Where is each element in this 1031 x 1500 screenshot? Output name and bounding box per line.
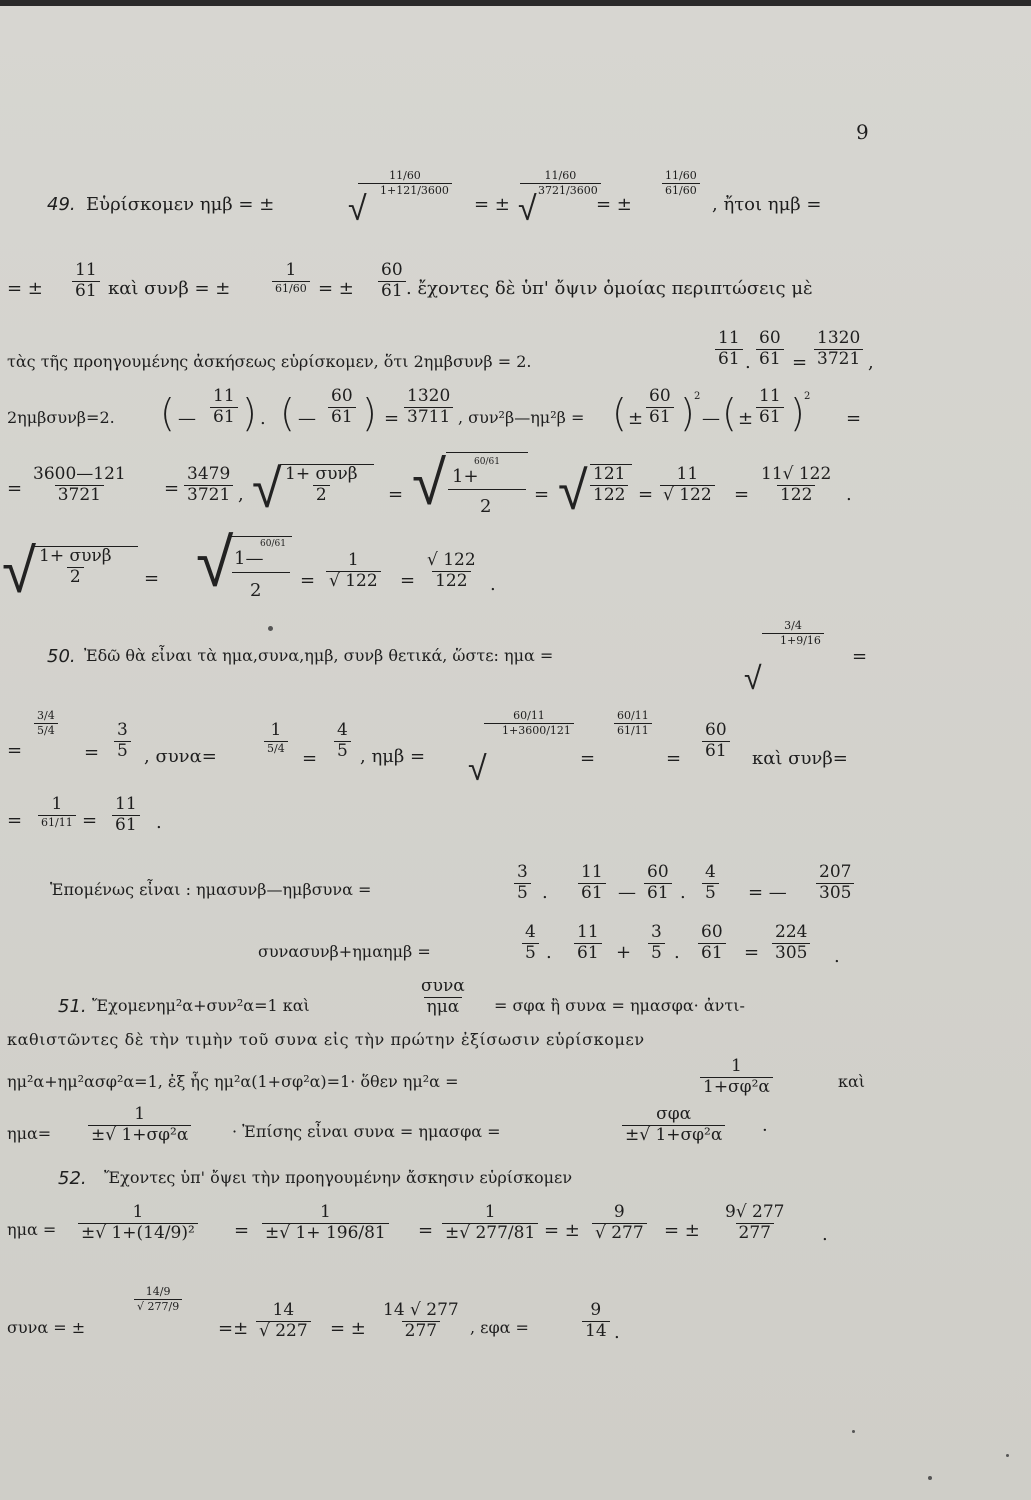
dot: . [260, 408, 266, 429]
fraction-numerator: 9√ 277 [725, 1202, 785, 1222]
fraction-denominator: √ 122 [326, 571, 381, 591]
fraction [418, 978, 468, 1017]
fraction-numerator: 3 [117, 720, 128, 740]
fraction-denominator: ημα [424, 997, 463, 1017]
compound-fraction [34, 710, 58, 736]
fraction-numerator: 60 [331, 386, 353, 406]
left-paren: ( [612, 391, 627, 435]
equals: = [666, 748, 682, 769]
fraction-numerator: 3479 [187, 464, 231, 484]
text: · Ἐπίσης εἶναι συνα = ημασφα = [232, 1122, 501, 1141]
fraction-numerator: 9 [613, 1202, 625, 1222]
fraction [328, 388, 356, 427]
equals: = [144, 568, 160, 589]
fraction-numerator: 11 [577, 922, 599, 942]
fraction [702, 864, 719, 903]
fraction-bar [448, 489, 526, 490]
fraction-denominator: 61 [702, 741, 730, 761]
fraction-numerator: 60 [649, 386, 671, 406]
minus: — [618, 882, 636, 903]
plus-minus: ± [738, 408, 754, 429]
fraction [522, 924, 539, 963]
fraction-denominator: 61/11 [614, 723, 652, 737]
fraction-numerator: 11 [115, 794, 137, 814]
left-paren: ( [280, 391, 295, 435]
fraction-numerator: 3/4 [37, 709, 55, 722]
fraction-numerator: 60/11 [513, 709, 545, 722]
text: καὶ συνβ = ± [108, 278, 231, 299]
fraction-denominator: √ 277/9 [134, 1299, 182, 1313]
equals: = [234, 1220, 250, 1241]
fraction-numerator: 1+ συνβ [285, 464, 358, 484]
radical-sign: √ [744, 659, 762, 697]
right-paren: ) [680, 391, 695, 435]
equals: = — [748, 882, 787, 903]
fraction-denominator: 3721 [184, 485, 233, 505]
equals: = ± [544, 1220, 580, 1241]
fraction-numerator: 1 [319, 1202, 331, 1222]
equals: = ± [664, 1220, 700, 1241]
fraction-denominator: 61 [644, 883, 672, 903]
fraction-denominator: 122 [432, 571, 470, 591]
fraction [578, 864, 606, 903]
small-fraction: 60/61 [474, 457, 500, 467]
fraction-numerator: 60 [647, 862, 669, 882]
compound-fraction [662, 170, 700, 196]
right-paren: ) [790, 391, 805, 435]
fraction-denominator: ±√ 277/81 [442, 1223, 538, 1243]
text: Ἐδῶ θὰ εἶναι τὰ ημα,συνα,ημβ, συνβ θετικά, ὥστε: ημα = [84, 646, 554, 665]
sqrt-fraction [358, 170, 452, 196]
fraction-numerator: 60 [759, 328, 781, 348]
equals: = ± [596, 194, 632, 215]
small-fraction: 60/61 [260, 539, 286, 549]
exercise-number: 50. [47, 646, 76, 667]
text: . ἔχοντες δὲ ὑπ' ὄψιν ὁμοίας περιπτώσεις μὲ [406, 278, 813, 299]
compound-fraction [272, 262, 310, 294]
fraction [582, 1302, 610, 1341]
equals: = ± [330, 1318, 366, 1339]
fraction-denominator: ±√ 1+σφ²α [88, 1125, 191, 1145]
fraction-denominator: 61 [698, 943, 726, 963]
fraction-denominator: 61 [378, 281, 406, 301]
text: τὰς τῆς προηγουμένης ἀσκήσεως εὑρίσκομεν, ὅτι 2ημβσυνβ = 2. [7, 352, 532, 371]
left-paren: ( [160, 391, 175, 435]
compound-fraction [264, 722, 288, 754]
fraction-numerator: 14/9 [145, 1285, 171, 1298]
period: . [156, 812, 162, 833]
fraction-denominator: 2 [313, 485, 330, 505]
fraction-numerator: 121 [593, 464, 626, 484]
equals: = ± [318, 278, 354, 299]
fraction-numerator: 11/60 [665, 169, 697, 182]
text: , εφα = [470, 1318, 529, 1337]
fraction [814, 330, 863, 369]
text: καὶ [838, 1072, 866, 1091]
radical-bar [34, 546, 138, 547]
fraction-denominator: 61 [210, 407, 238, 427]
text: συνα = ± [7, 1318, 86, 1337]
fraction-numerator: 1 [731, 1056, 742, 1076]
fraction-numerator: 14 √ 277 [383, 1300, 459, 1320]
radical-bar [230, 536, 292, 537]
fraction-numerator: 60 [705, 720, 727, 740]
fraction-denominator: 277 [402, 1321, 440, 1341]
equals: = [84, 742, 100, 763]
fraction [648, 924, 665, 963]
fraction-denominator: 122 [590, 485, 628, 505]
equals: =± [218, 1318, 249, 1339]
fraction-denominator: 5 [702, 883, 719, 903]
fraction-denominator: √ 227 [256, 1321, 311, 1341]
denominator: 2 [250, 580, 262, 601]
equals: = [852, 646, 868, 667]
fraction-denominator: 61 [328, 407, 356, 427]
radical-bar [280, 464, 374, 465]
fraction [758, 466, 834, 505]
equals: = [734, 484, 750, 505]
fraction-numerator: σφα [656, 1104, 692, 1124]
text: , συν²β—ημ²β = [458, 408, 585, 427]
period: . [846, 484, 852, 505]
scan-speck [852, 1430, 855, 1433]
fraction-denominator: 3711 [404, 407, 453, 427]
fraction [380, 1302, 462, 1341]
fraction-denominator: 61/60 [662, 183, 700, 197]
fraction [698, 924, 726, 963]
fraction-numerator: √ 122 [427, 550, 476, 570]
equals: = [580, 748, 596, 769]
equals: = [302, 748, 318, 769]
compound-fraction [134, 1286, 182, 1312]
period: . [822, 1224, 828, 1245]
fraction-denominator: 61 [578, 883, 606, 903]
period: . [834, 946, 840, 967]
dot: . [546, 942, 552, 963]
fraction-numerator: 11/60 [544, 169, 577, 182]
fraction [816, 864, 854, 903]
scan-speck [928, 1476, 932, 1480]
fraction-denominator: 1+121/3600 [358, 183, 452, 197]
fraction-numerator: συνα [421, 976, 465, 996]
fraction-numerator: 1 [347, 550, 359, 570]
scan-speck [268, 626, 273, 631]
fraction [88, 1106, 191, 1145]
fraction [514, 864, 531, 903]
text: , συνα= [144, 746, 217, 767]
dot: . [674, 942, 680, 963]
period: . [614, 1322, 620, 1343]
fraction-numerator: 1 [132, 1202, 144, 1222]
fraction-numerator: 1 [285, 260, 297, 280]
fraction [592, 1204, 647, 1243]
fraction-denominator: ±√ 1+ 196/81 [262, 1223, 389, 1243]
equals: = [400, 570, 416, 591]
fraction-denominator: 61/60 [272, 281, 310, 295]
fraction-denominator: ±√ 1+σφ²α [622, 1125, 725, 1145]
fraction-denominator: 5/4 [34, 723, 58, 737]
text: Ἑπομένως εἶναι : ημασυνβ—ημβσυνα = [50, 880, 372, 899]
fraction-numerator: 3 [651, 922, 662, 942]
comma: , [238, 484, 244, 505]
fraction-denominator: 3721 [814, 349, 863, 369]
fraction [622, 1106, 725, 1145]
sqrt-fraction [282, 466, 361, 505]
fraction [256, 1302, 311, 1341]
plus: + [616, 942, 632, 963]
fraction [326, 552, 381, 591]
fraction-numerator: 11 [75, 260, 97, 280]
fraction [334, 722, 351, 761]
text: καθιστῶντες δὲ τὴν τιμὴν τοῦ συνα εἰς τὴν πρώτην ἐξίσωσιν εὑρίσκομεν [7, 1030, 645, 1049]
text: 1— [234, 548, 264, 569]
equals: = [534, 484, 550, 505]
fraction [715, 330, 743, 369]
fraction-denominator: 5 [514, 883, 531, 903]
equals: = [384, 408, 400, 429]
text: ημα= [7, 1124, 52, 1143]
fraction [378, 262, 406, 301]
text: = σφα ἢ συνα = ημασφα· ἀντι- [494, 996, 745, 1015]
sqrt-fraction [590, 466, 628, 505]
fraction-numerator: 1 [51, 794, 63, 814]
fraction [442, 1204, 538, 1243]
fraction [646, 388, 674, 427]
text: Ἔχομενημ²α+συν²α=1 καὶ [92, 996, 310, 1015]
fraction [424, 552, 479, 591]
fraction-denominator: 61 [112, 815, 140, 835]
exponent: 2 [804, 391, 811, 402]
fraction-denominator: 5 [522, 943, 539, 963]
dot: . [745, 352, 751, 373]
fraction-denominator: 3721/3600 [520, 183, 601, 197]
equals: = [846, 408, 862, 429]
fraction [756, 330, 784, 369]
equals: = [388, 484, 404, 505]
fraction-numerator: 60/11 [617, 709, 649, 722]
fraction-denominator: 61 [72, 281, 100, 301]
period: . [490, 574, 496, 595]
exponent: 2 [694, 391, 701, 402]
compound-fraction [38, 796, 76, 828]
fraction-numerator: 1+ συνβ [39, 546, 112, 566]
fraction [184, 466, 233, 505]
text: 2ημβσυνβ=2. [7, 408, 115, 427]
fraction-denominator: 3721 [55, 485, 104, 505]
fraction [574, 924, 602, 963]
fraction [262, 1204, 389, 1243]
fraction-numerator: 3 [517, 862, 528, 882]
text: 1+ [452, 466, 479, 487]
fraction-numerator: 60 [701, 922, 723, 942]
fraction [644, 864, 672, 903]
radical-sign: √ [468, 749, 487, 789]
sqrt-fraction [762, 620, 824, 646]
radical-sign: √ [558, 459, 588, 522]
fraction-denominator: 1+σφ²α [700, 1077, 773, 1097]
fraction-numerator: 11 [213, 386, 235, 406]
fraction-numerator: 1 [270, 720, 282, 740]
equals: = ± [7, 278, 43, 299]
exercise-number: 52. [58, 1168, 87, 1189]
sqrt-fraction [36, 548, 115, 587]
exercise-number: 51. [58, 996, 87, 1017]
equals: = [82, 810, 98, 831]
equals: = [7, 740, 23, 761]
plus-minus: ± [628, 408, 644, 429]
fraction-denominator: 5 [648, 943, 665, 963]
fraction-denominator: 5/4 [264, 741, 288, 755]
fraction-bar [232, 572, 290, 573]
dot: · [762, 1120, 768, 1141]
fraction-numerator: 11 [718, 328, 740, 348]
fraction-numerator: 1320 [407, 386, 451, 406]
fraction-numerator: 1320 [817, 328, 861, 348]
fraction-denominator: 14 [582, 1321, 610, 1341]
text: , ημβ = [360, 746, 426, 767]
equals: = [7, 478, 23, 499]
book-page [0, 6, 1031, 1500]
fraction-numerator: 9 [590, 1300, 602, 1320]
fraction-denominator: 5 [114, 741, 131, 761]
equals: = [418, 1220, 434, 1241]
exercise-number: 49. [47, 194, 76, 215]
fraction [210, 388, 238, 427]
fraction-denominator: 61 [756, 407, 784, 427]
fraction-numerator: 3600—121 [33, 464, 126, 484]
equals: = [300, 570, 316, 591]
fraction [114, 722, 131, 761]
radical-sign: √ [252, 457, 282, 520]
fraction-denominator: √ 277 [592, 1223, 647, 1243]
equals: = ± [474, 194, 510, 215]
fraction [72, 262, 100, 301]
fraction-denominator: 61 [574, 943, 602, 963]
fraction-numerator: 207 [819, 862, 852, 882]
fraction-numerator: 11 [676, 464, 699, 484]
equals: = [792, 352, 808, 373]
minus: — [298, 408, 316, 429]
dot: . [542, 882, 548, 903]
fraction-denominator: 61 [756, 349, 784, 369]
text: συνασυνβ+ημαημβ = [258, 942, 431, 961]
fraction-denominator: √ 122 [660, 485, 715, 505]
fraction-numerator: 11 [759, 386, 781, 406]
equals: = [744, 942, 760, 963]
compound-fraction [614, 710, 652, 736]
fraction-denominator: 122 [777, 485, 815, 505]
equals: = [638, 484, 654, 505]
fraction-denominator: 1+3600/121 [484, 723, 574, 737]
sqrt-fraction [484, 710, 574, 736]
fraction-numerator: 1 [484, 1202, 496, 1222]
fraction-numerator: 3/4 [784, 619, 802, 632]
fraction-denominator: 305 [772, 943, 810, 963]
fraction-denominator: 277 [736, 1223, 774, 1243]
fraction-denominator: 61 [646, 407, 674, 427]
radical-sign: √ [2, 534, 37, 607]
text: ημ²α+ημ²ασφ²α=1, ἐξ ἧς ημ²α(1+σφ²α)=1· ὅθεν ημ²α = [7, 1072, 459, 1091]
fraction-numerator: 1 [134, 1104, 146, 1124]
radical-sign: √ [412, 446, 447, 519]
fraction [404, 388, 453, 427]
equals: = [164, 478, 180, 499]
right-paren: ) [362, 391, 377, 435]
fraction-numerator: 4 [337, 720, 348, 740]
fraction-denominator: 2 [67, 567, 84, 587]
text: καὶ συνβ= [752, 748, 848, 769]
fraction [772, 924, 810, 963]
fraction-numerator: 224 [775, 922, 808, 942]
right-paren: ) [242, 391, 257, 435]
text: Ἔχοντες ὑπ' ὄψει τὴν προηγουμένην ἄσκησιν εὑρίσκομεν [104, 1168, 573, 1187]
radical-bar [590, 464, 632, 465]
fraction-numerator: 4 [705, 862, 716, 882]
scan-speck [1006, 1454, 1009, 1457]
radical-bar [446, 452, 528, 453]
fraction-denominator: 61/11 [38, 815, 76, 829]
radical-sign: √ [348, 189, 367, 229]
fraction-numerator: 14 [272, 1300, 295, 1320]
fraction-numerator: 4 [525, 922, 536, 942]
fraction [702, 722, 730, 761]
fraction-numerator: 11√ 122 [761, 464, 832, 484]
fraction [30, 466, 129, 505]
left-paren: ( [722, 391, 737, 435]
denominator: 2 [480, 496, 492, 517]
text: , ἤτοι ημβ = [712, 194, 822, 215]
minus: — [702, 408, 720, 429]
minus: — [178, 408, 196, 429]
comma: , [868, 352, 874, 373]
fraction [112, 796, 140, 835]
fraction [700, 1058, 773, 1097]
dot: . [680, 882, 686, 903]
fraction [756, 388, 784, 427]
fraction-denominator: 1+9/16 [762, 633, 824, 647]
radical-sign: √ [518, 189, 537, 229]
radical-sign: √ [196, 524, 234, 603]
fraction-numerator: 11/60 [389, 169, 421, 182]
page-number: 9 [856, 120, 869, 144]
fraction-numerator: 60 [381, 260, 403, 280]
fraction [660, 466, 715, 505]
text: Εὑρίσκομεν ημβ = ± [86, 194, 275, 215]
fraction-denominator: ±√ 1+(14/9)² [78, 1223, 198, 1243]
fraction-denominator: 305 [816, 883, 854, 903]
fraction-denominator: 61 [715, 349, 743, 369]
fraction [78, 1204, 198, 1243]
fraction-numerator: 11 [581, 862, 603, 882]
equals: = [7, 810, 23, 831]
fraction-denominator: 5 [334, 741, 351, 761]
fraction [722, 1204, 788, 1243]
text: ημα = [7, 1220, 57, 1239]
